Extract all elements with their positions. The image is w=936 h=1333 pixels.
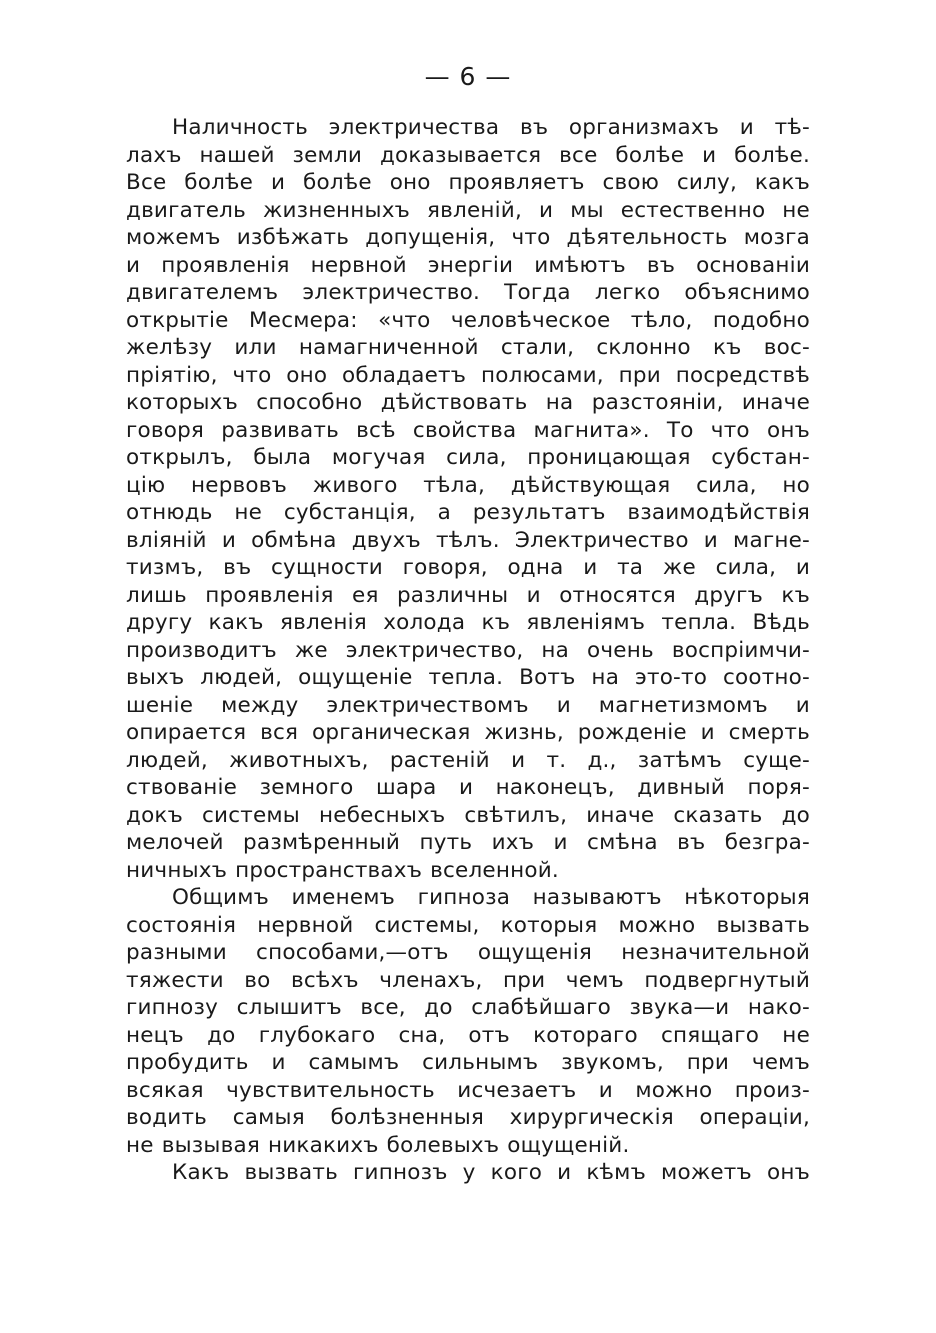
text-line: пріятію, что оно обладаетъ полюсами, при посредствѣ [126,362,810,388]
text-line: Все болѣе и болѣе оно проявляетъ свою силу, какъ [126,170,810,195]
text-line: тизмъ, въ сущности говоря, одна и та же сила, и [126,555,810,580]
text-line: лишь проявленія ея различны и относятся другъ къ [126,582,810,608]
text-line: и проявленія нервной энергіи имѣютъ въ основаніи [126,252,810,278]
text-line: другу какъ явленія холода къ явленіямъ тепла. Вѣдь [126,610,810,635]
text-line: отнюдь не субстанція, а результатъ взаимодѣйствія [126,500,810,525]
text-line: Наличность электричества въ организмахъ и тѣ- [172,115,810,140]
text-line: можемъ избѣжать допущенія, что дѣятельность мозга [126,225,810,250]
text-line: Какъ вызвать гипнозъ у кого и кѣмъ можетъ онъ [172,1160,810,1185]
text-line: докъ системы небесныхъ свѣтилъ, иначе сказать до [126,802,810,828]
text-line: мелочей размѣренный путь ихъ и смѣна въ безгра- [126,830,810,855]
text-line: выхъ людей, ощущеніе тепла. Вотъ на это-то соотно- [126,665,810,690]
text-line: тяжести во всѣхъ членахъ, при чемъ подвергнутый [126,967,810,993]
text-line: ствованіе земного шара и наконецъ, дивный поря- [126,775,810,800]
text-line: цію нервовъ живого тѣла, дѣйствующая сила, но [126,472,810,498]
text-line: состоянія нервной системы, которыя можно вызвать [126,912,810,938]
text-line: ничныхъ пространствахъ вселенной. [126,857,559,883]
body-text [126,114,810,1187]
text-line: всякая чувствительность исчезаетъ и можно произ- [126,1077,810,1103]
text-line: шеніе между электричествомъ и магнетизмомъ и [126,692,810,718]
text-line: двигатель жизненныхъ явленій, и мы естественно не [126,197,810,223]
text-line: говоря развивать всѣ свойства магнита». То что онъ [126,417,810,443]
text-line: открылъ, была могучая сила, проницающая субстан- [126,445,810,470]
text-line: двигателемъ электричество. Тогда легко объяснимо [126,280,810,305]
text-line: разными способами,—отъ ощущенія незначительной [126,940,810,965]
text-line: производитъ же электричество, на очень воспріимчи- [126,637,810,663]
text-line: не вызывая никакихъ болевыхъ ощущеній. [126,1132,630,1158]
text-line: гипнозу слышитъ все, до слабѣйшаго звука—и нако- [126,995,810,1020]
text-line: нецъ до глубокаго сна, отъ котораго спящаго не [126,1022,810,1048]
text-line: вліяній и обмѣна двухъ тѣлъ. Электричество и магне- [126,527,810,553]
text-line: желѣзу или намагниченной стали, склонно къ вос- [126,335,810,360]
text-line: пробудить и самымъ сильнымъ звукомъ, при чемъ [126,1050,810,1075]
text-line: которыхъ способно дѣйствовать на разстояніи, иначе [126,390,810,415]
text-line: Общимъ именемъ гипноза называютъ нѣкоторыя [172,885,810,910]
text-line: водить самыя болѣзненныя хирургическія операціи, [126,1105,810,1130]
text-line: открытіе Месмера: «что человѣческое тѣло, подобно [126,307,810,333]
page-number: — 6 — [424,62,512,91]
text-line: опирается вся органическая жизнь, рожденіе и смерть [126,720,810,745]
text-line: людей, животныхъ, растеній и т. д., затѣмъ суще- [126,747,810,773]
text-line: лахъ нашей земли доказывается все болѣе и болѣе. [126,142,810,168]
